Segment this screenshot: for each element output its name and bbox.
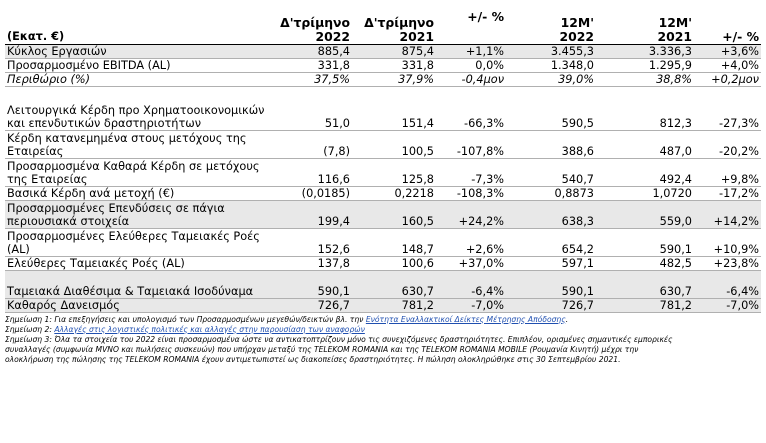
value-annual-change: +9,8% [694, 158, 761, 186]
note-2-link[interactable]: Αλλαγές στις λογιστικές πολιτικές και αλλαγές στην παρουσίαση των αναφορών [54, 324, 365, 334]
value-12m-2021: 1,0720 [596, 186, 694, 200]
row-label: Βασικά Κέρδη ανά μετοχή (€) [5, 186, 277, 200]
header-12m-2022: 12Μ' 2022 [506, 8, 596, 44]
value-12m-2022: 590,1 [506, 270, 596, 298]
value-annual-change: +0,2μον [694, 72, 761, 86]
value-q4-2022: 590,1 [277, 270, 352, 298]
value-12m-2021: 812,3 [596, 86, 694, 130]
value-12m-2021: 492,4 [596, 158, 694, 186]
row-label: Καθαρός Δανεισμός [5, 298, 277, 312]
table-row [5, 44, 761, 58]
footnotes [5, 315, 761, 365]
value-annual-change: +3,6% [694, 44, 761, 58]
note-1: Σημείωση 1: Για επεξηγήσεις και υπολογισμό των Προσαρμοσμένων μεγεθών/δεικτών βλ. την Ενότητα Εναλλακτικοί Δείκτες Μέτρησης Απόδοσης. [5, 314, 569, 324]
value-q4-2022: 51,0 [277, 86, 352, 130]
value-q4-2021: 875,4 [352, 44, 436, 58]
value-q4-2021: 37,9% [352, 72, 436, 86]
value-q4-2022: 726,7 [277, 298, 352, 312]
row-label: Προσαρμοσμένες Ελεύθερες Ταμειακές Ροές (AL) [5, 228, 277, 256]
value-quarter-change: -0,4μον [436, 72, 506, 86]
financial-summary [5, 8, 761, 365]
table-row [5, 298, 761, 312]
value-12m-2021: 1.295,9 [596, 58, 694, 72]
value-12m-2021: 482,5 [596, 256, 694, 270]
value-q4-2022: 137,8 [277, 256, 352, 270]
value-annual-change: +4,0% [694, 58, 761, 72]
value-q4-2021: 100,6 [352, 256, 436, 270]
value-12m-2022: 540,7 [506, 158, 596, 186]
value-12m-2022: 1.348,0 [506, 58, 596, 72]
header-12m-2021: 12Μ' 2021 [596, 8, 694, 44]
value-q4-2022: (7,8) [277, 130, 352, 158]
value-12m-2021: 38,8% [596, 72, 694, 86]
value-12m-2021: 559,0 [596, 200, 694, 228]
table-row [5, 86, 761, 130]
value-q4-2021: 0,2218 [352, 186, 436, 200]
value-annual-change: -7,0% [694, 298, 761, 312]
row-label: Περιθώριο (%) [5, 72, 277, 86]
table-row [5, 186, 761, 200]
header-q4-2022: Δ'τρίμηνο 2022 [277, 8, 352, 44]
unit-label: (Εκατ. €) [5, 8, 277, 44]
value-12m-2021: 630,7 [596, 270, 694, 298]
row-label: Λειτουργικά Κέρδη προ Χρηματοοικονομικών και επενδυτικών δραστηριοτήτων [5, 86, 277, 130]
value-annual-change: -17,2% [694, 186, 761, 200]
row-label: Κύκλος Εργασιών [5, 44, 277, 58]
value-q4-2022: 885,4 [277, 44, 352, 58]
value-q4-2022: 152,6 [277, 228, 352, 256]
value-12m-2022: 638,3 [506, 200, 596, 228]
value-quarter-change: -6,4% [436, 270, 506, 298]
value-q4-2022: 116,6 [277, 158, 352, 186]
value-q4-2021: 148,7 [352, 228, 436, 256]
note-3-line-2: συναλλαγές (συμφωνία MVNO και πωλήσεις συσκευών) που υπήρχαν μεταξύ της TELEKOM ROMANIA και της TELEKOM ROMANIA MOBILE (Ρουμανία Κινητή) μέχρι την [5, 344, 639, 354]
value-q4-2022: 199,4 [277, 200, 352, 228]
value-annual-change: +14,2% [694, 200, 761, 228]
note-3-line-1: Σημείωση 3: Όλα τα στοιχεία του 2022 είναι προσαρμοσμένα ώστε να αντικατοπτρίζουν μόνο τις συνεχιζόμενες δραστηριότητες. Επιπλέον, ορισμένες σημαντικές εμπορικές [5, 334, 673, 344]
value-12m-2022: 3.455,3 [506, 44, 596, 58]
value-quarter-change: -108,3% [436, 186, 506, 200]
row-label: Προσαρμοσμένο EBITDA (AL) [5, 58, 277, 72]
value-12m-2022: 590,5 [506, 86, 596, 130]
value-12m-2022: 654,2 [506, 228, 596, 256]
value-q4-2021: 331,8 [352, 58, 436, 72]
header-annual-change: +/- % [694, 8, 761, 44]
value-12m-2022: 597,1 [506, 256, 596, 270]
value-q4-2022: (0,0185) [277, 186, 352, 200]
value-quarter-change: +24,2% [436, 200, 506, 228]
value-12m-2021: 487,0 [596, 130, 694, 158]
value-q4-2021: 100,5 [352, 130, 436, 158]
row-label: Προσαρμοσμένα Καθαρά Κέρδη σε μετόχους της Εταιρείας [5, 158, 277, 186]
value-annual-change: +10,9% [694, 228, 761, 256]
note-3-line-3: ολοκλήρωση της πώλησης της TELEKOM ROMANIA έχουν αντιμετωπιστεί ως διακοπείσες δραστηριότητες. Η πώληση ολοκληρώθηκε στις 30 Σεπτεμβρίου 2021. [5, 354, 621, 364]
value-q4-2021: 125,8 [352, 158, 436, 186]
table-row [5, 200, 761, 228]
table-row [5, 130, 761, 158]
value-quarter-change: -7,3% [436, 158, 506, 186]
value-annual-change: -20,2% [694, 130, 761, 158]
value-12m-2021: 590,1 [596, 228, 694, 256]
header-quarter-change: +/- % [436, 8, 506, 44]
table-row [5, 256, 761, 270]
value-12m-2022: 39,0% [506, 72, 596, 86]
row-label: Ταμειακά Διαθέσιμα & Ταμειακά Ισοδύναμα [5, 270, 277, 298]
header-row [5, 8, 761, 44]
value-q4-2022: 331,8 [277, 58, 352, 72]
value-12m-2022: 388,6 [506, 130, 596, 158]
table-row [5, 228, 761, 256]
table-row [5, 58, 761, 72]
results-table [5, 8, 761, 313]
value-annual-change: -27,3% [694, 86, 761, 130]
value-q4-2021: 630,7 [352, 270, 436, 298]
value-q4-2021: 160,5 [352, 200, 436, 228]
value-quarter-change: +37,0% [436, 256, 506, 270]
value-q4-2021: 781,2 [352, 298, 436, 312]
note-1-link[interactable]: Ενότητα Εναλλακτικοί Δείκτες Μέτρησης Απόδοσης [365, 314, 566, 324]
value-12m-2022: 726,7 [506, 298, 596, 312]
header-q4-2021: Δ'τρίμηνο 2021 [352, 8, 436, 44]
value-annual-change: -6,4% [694, 270, 761, 298]
value-q4-2021: 151,4 [352, 86, 436, 130]
table-row [5, 158, 761, 186]
row-label: Προσαρμοσμένες Επενδύσεις σε πάγια περιουσιακά στοιχεία [5, 200, 277, 228]
value-q4-2022: 37,5% [277, 72, 352, 86]
value-quarter-change: 0,0% [436, 58, 506, 72]
note-2: Σημείωση 2: Αλλαγές στις λογιστικές πολιτικές και αλλαγές στην παρουσίαση των αναφορών [5, 324, 365, 334]
row-label: Ελεύθερες Ταμειακές Ροές (AL) [5, 256, 277, 270]
value-12m-2021: 781,2 [596, 298, 694, 312]
value-12m-2021: 3.336,3 [596, 44, 694, 58]
value-12m-2022: 0,8873 [506, 186, 596, 200]
value-quarter-change: +2,6% [436, 228, 506, 256]
value-quarter-change: +1,1% [436, 44, 506, 58]
table-row [5, 270, 761, 298]
row-label: Κέρδη κατανεμημένα στους μετόχους της Εταιρείας [5, 130, 277, 158]
table-row [5, 72, 761, 86]
value-quarter-change: -107,8% [436, 130, 506, 158]
value-quarter-change: -66,3% [436, 86, 506, 130]
value-quarter-change: -7,0% [436, 298, 506, 312]
value-annual-change: +23,8% [694, 256, 761, 270]
